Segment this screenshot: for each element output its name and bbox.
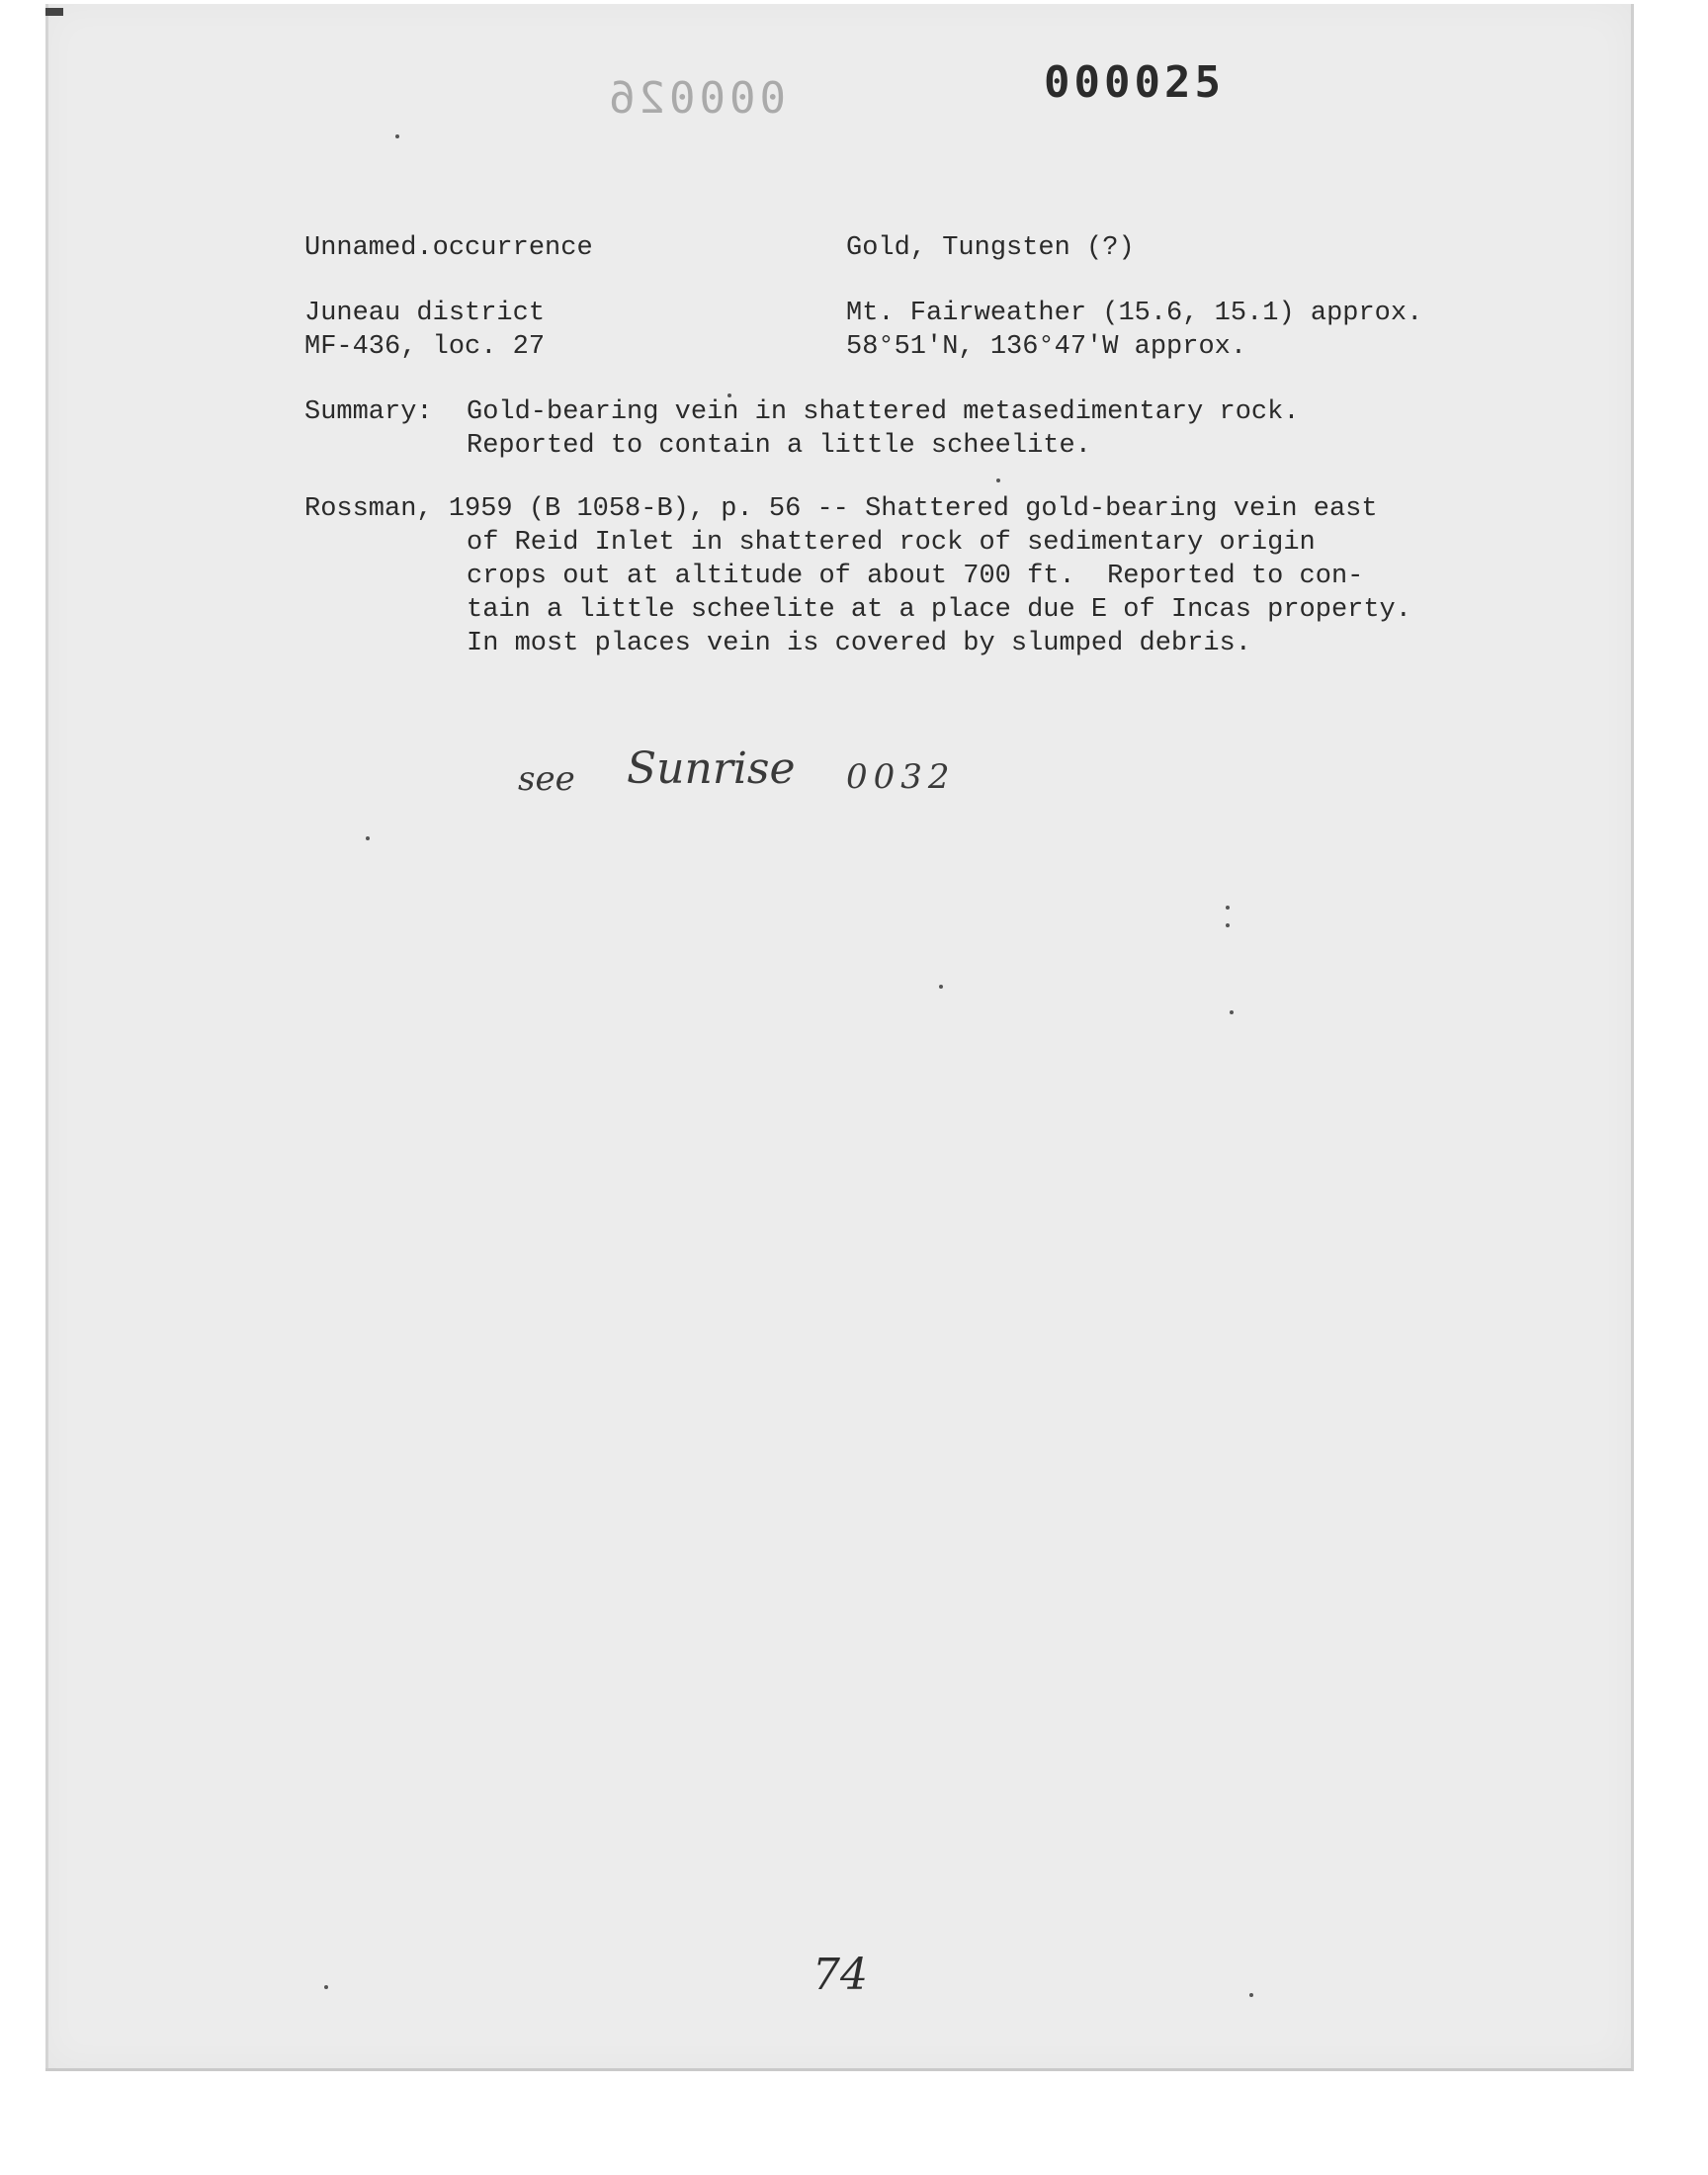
scan-corner-mark (45, 8, 63, 16)
district: Juneau district (304, 299, 546, 328)
map-location: MF-436, loc. 27 (304, 332, 546, 362)
reference-line: In most places vein is covered by slumped debris. (467, 629, 1251, 658)
scan-speck (1226, 923, 1230, 927)
reference-citation: Rossman, 1959 (B 1058-B), p. 56 -- Shattered gold-bearing vein east (304, 494, 1378, 524)
scan-speck (1230, 1010, 1234, 1014)
page-number: 74 (812, 1950, 868, 2000)
scan-speck (1226, 906, 1230, 910)
bleed-through-number: 000026 (605, 73, 786, 124)
scan-speck (366, 836, 370, 840)
summary-line: Reported to contain a little scheelite. (467, 431, 1091, 461)
scan-speck (1249, 1993, 1253, 1997)
commodities: Gold, Tungsten (?) (846, 233, 1135, 263)
scan-speck (939, 985, 943, 989)
summary-line: Gold-bearing vein in shattered metasedimentary rock. (467, 397, 1300, 427)
scan-speck (324, 1985, 328, 1989)
reference-line: of Reid Inlet in shattered rock of sedimentary origin (467, 528, 1316, 558)
reference-line: crops out at altitude of about 700 ft. Reported to con- (467, 562, 1364, 591)
handwritten-see: see (518, 759, 575, 799)
handwritten-number: 0032 (846, 757, 956, 797)
summary-label: Summary: (304, 397, 433, 427)
scan-speck (727, 393, 731, 397)
scan-speck (996, 478, 1000, 482)
page-edge (45, 4, 48, 2068)
handwritten-name: Sunrise (627, 743, 796, 794)
scan-speck (395, 134, 399, 138)
occurrence-name: Unnamed.occurrence (304, 233, 593, 263)
coordinates: 58°51'N, 136°47'W approx. (846, 332, 1247, 362)
document-number: 000025 (1044, 57, 1225, 108)
reference-line: tain a little scheelite at a place due E of Incas property. (467, 595, 1411, 625)
quadrangle: Mt. Fairweather (15.6, 15.1) approx. (846, 299, 1423, 328)
